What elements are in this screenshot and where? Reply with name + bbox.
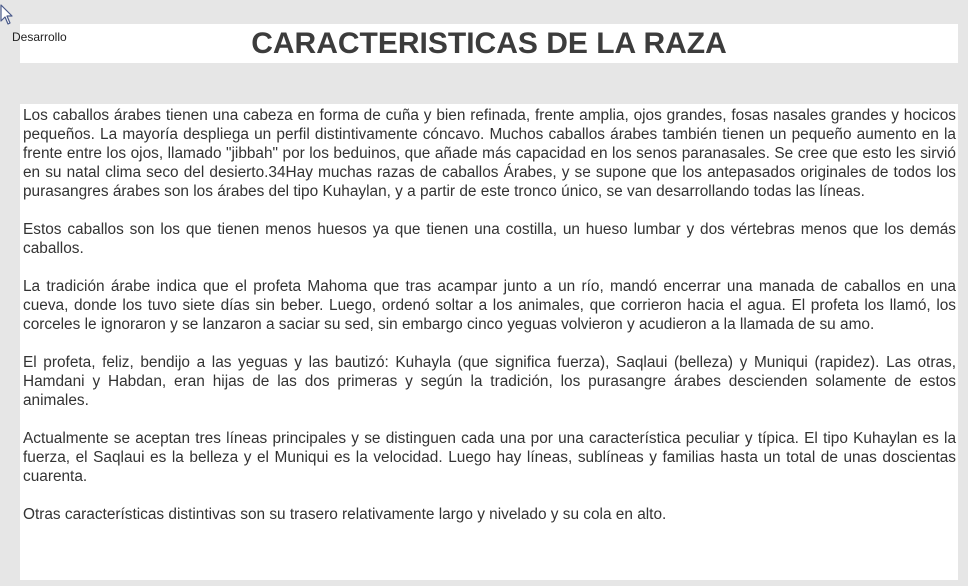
paragraph-5: Actualmente se aceptan tres líneas principales y se distinguen cada una por una característica peculiar y típica. El tipo Kuhaylan es la fuerza, el Saqlaui es la belleza y el Muniqui es la velocidad. Luego hay líneas, sublíneas y familias hasta un total de unas doscientas cuarenta. [23, 430, 956, 485]
paragraph-1: Los caballos árabes tienen una cabeza en forma de cuña y bien refinada, frente amplia, ojos grandes, fosas nasales grandes y hocicos pequeños. La mayoría despliega un perfil distintivamente cóncavo. Muchos caballos árabes también tienen un pequeño aumento en la frente entre los ojos, llamado "jibbah" por los beduinos, que añade más capacidad en los senos paranasales. Se cree que esto les sirvió en su natal clima seco del desierto.34Hay muchas razas de caballos Árabes, y se supone que los antepasados originales de todos los purasangres árabes son los árabes del tipo Kuhaylan, y a partir de este tronco único, se van desarrollando todas las líneas. [23, 107, 956, 200]
title-bar [20, 24, 958, 63]
paragraph-6: Otras características distintivas son su trasero relativamente largo y nivelado y su cola en alto. [23, 506, 667, 523]
content-body [20, 104, 958, 580]
paragraph-2: Estos caballos son los que tienen menos huesos ya que tienen una costilla, un hueso lumbar y dos vértebras menos que los demás caballos. [23, 221, 956, 257]
paragraph-4: El profeta, feliz, bendijo a las yeguas y las bautizó: Kuhayla (que significa fuerza), Saqlaui (belleza) y Muniqui (rapidez). Las otras, Hamdani y Habdan, eran hijas de las dos primeras y según la tradición, los purasangre árabes descienden solamente de estos animales. [23, 354, 956, 409]
paragraph-3: La tradición árabe indica que el profeta Mahoma que tras acampar junto a un río, mandó encerrar una manada de caballos en una cueva, donde los tuvo siete días sin beber. Luego, ordenó soltar a los animales, que corrieron hacia el agua. El profeta los llamó, los corceles le ignoraron y se lanzaron a saciar su sed, sin embargo cinco yeguas volvieron y acudieron a la llamada de su amo. [23, 278, 956, 333]
section-label: Desarrollo [12, 30, 67, 44]
mouse-pointer-icon [0, 4, 14, 26]
page-title: CARACTERISTICAS DE LA RAZA [251, 27, 727, 60]
